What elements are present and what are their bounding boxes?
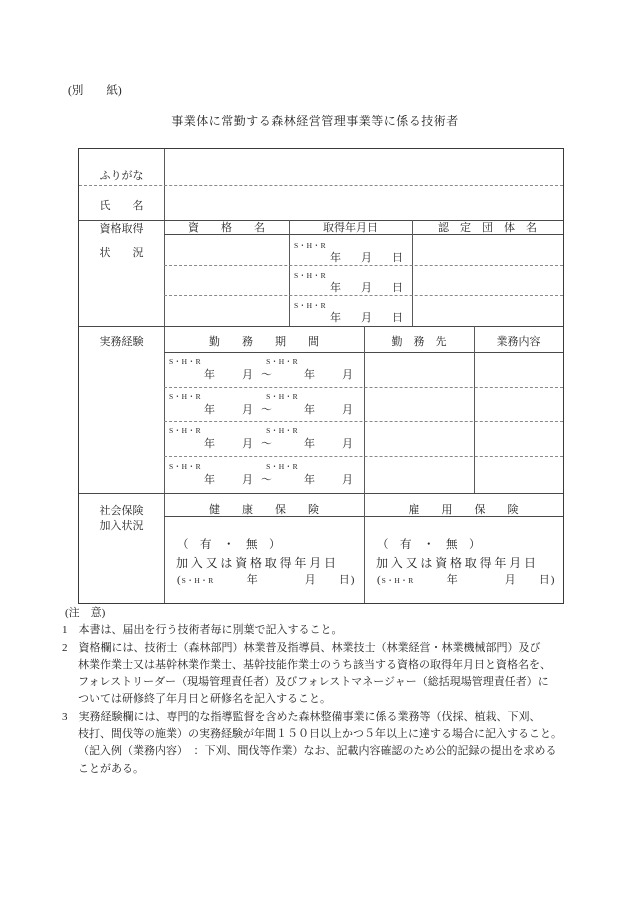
column-header-employment-insurance: 雇 用 保 険 [408,504,519,516]
month-label: 月 [304,574,316,586]
note-line: （記入例（業務内容） ：下刈、間伐等作業）なお、記載内容確認のため公的記録の提出を求める [78,745,557,758]
year-label: 年 [330,252,341,264]
month-label: 月 [242,438,253,450]
era-initials: S・H・R [266,426,299,435]
era-initials: S・H・R [266,392,299,401]
month-label: 月 [242,474,253,486]
day-label: 日 [392,282,403,294]
close-paren: ) [550,574,555,586]
open-paren: ( [177,574,181,586]
year-label: 年 [446,574,458,586]
year-label: 年 [204,404,215,416]
column-header-health-insurance: 健 康 保 険 [209,504,319,516]
year-label: 年 [330,312,341,324]
note-line: 枝打、間伐等の施業）の実務経験が年間１５０日以上かつ５年以上に達する場合に記入すること。 [78,728,562,741]
era-initials: S・H・R [294,301,327,310]
attachment-label: (別 紙) [68,85,122,97]
tilde-separator: ～ [261,474,272,486]
column-header-duties: 業務内容 [496,336,541,348]
section-divider-experience-insurance [79,493,563,494]
month-label: 月 [504,574,516,586]
day-label: 日 [392,252,403,264]
name-label: 氏 名 [99,200,144,212]
experience-row-divider-3 [164,456,563,457]
column-header-acquired-date: 取得年月日 [323,222,378,234]
era-initials: S・H・R [181,576,214,585]
experience-period-row [164,388,364,422]
qualification-status-label-line2: 状 況 [99,247,144,259]
qualification-date-row [289,296,412,326]
month-label: 月 [361,282,372,294]
era-initials: S・H・R [294,271,327,280]
era-initials: S・H・R [169,462,202,471]
notes-section [62,605,574,778]
year-label: 年 [304,438,315,450]
close-paren: ) [350,574,355,586]
year-label: 年 [246,574,258,586]
experience-period-row [164,422,364,456]
era-initials: S・H・R [294,241,327,250]
note-line: 林業作業士又は基幹林業作業士、基幹技能作業士のうち該当する資格の取得年月日と資格名を、 [78,658,551,671]
era-initials: S・H・R [169,357,202,366]
year-label: 年 [304,474,315,486]
year-label: 年 [204,369,215,381]
column-header-employer: 勤 務 先 [391,336,447,348]
experience-period-row [164,353,364,387]
era-initials: S・H・R [169,392,202,401]
page-title: 事業体に常勤する森林経営管理事業等に係る技術者 [171,114,459,128]
note-line: 1 本書は、届出を行う技術者毎に別葉で記入すること。 [62,624,343,637]
note-line: 2 資格欄には、技術士（森林部門）林業普及指導員、林業技士（林業経営・林業機械部門）及び [62,641,541,654]
note-line: ことがある。 [78,762,144,775]
tilde-separator: ～ [261,404,272,416]
year-label: 年 [204,438,215,450]
era-initials: S・H・R [381,576,414,585]
technician-form-table [78,148,564,604]
notes-heading: (注 意) [65,607,106,619]
month-label: 月 [342,438,353,450]
year-label: 年 [330,282,341,294]
social-insurance-label-line2: 加入状況 [99,520,144,532]
section-divider-qualification-experience [79,326,563,327]
tilde-separator: ～ [261,438,272,450]
column-header-qualification-name: 資 格 名 [188,222,265,234]
employment-insurance-date-label: 加入又は資格取得年月日 [376,556,539,570]
month-label: 月 [342,369,353,381]
tilde-separator: ～ [261,369,272,381]
experience-column-divider-2 [474,326,475,493]
year-label: 年 [204,474,215,486]
furigana-label: ふりがな [99,170,144,182]
qualification-date-row [289,266,412,296]
employment-insurance-availability: （ 有 ・ 無 ） [377,539,481,551]
month-label: 月 [342,404,353,416]
month-label: 月 [342,474,353,486]
era-initials: S・H・R [266,357,299,366]
day-label: 日 [392,312,403,324]
qualification-column-divider-2 [412,220,413,326]
experience-column-divider-1 [364,326,365,493]
month-label: 月 [242,404,253,416]
year-label: 年 [304,369,315,381]
open-paren: ( [377,574,381,586]
social-insurance-label-line1: 社会保険 [99,505,144,517]
column-header-certifying-body: 認 定 団 体 名 [438,222,537,234]
year-label: 年 [304,404,315,416]
experience-label: 実務経験 [99,336,144,348]
health-insurance-availability: （ 有 ・ 無 ） [177,539,281,551]
day-label: 日 [338,574,350,586]
column-header-work-period: 勤 務 期 間 [209,336,319,348]
employment-insurance-date-entry [377,573,554,588]
furigana-name-dashed-divider [79,185,563,186]
era-initials: S・H・R [266,462,299,471]
health-insurance-date-label: 加入又は資格取得年月日 [176,556,339,570]
era-initials: S・H・R [169,426,202,435]
note-line: ついては研修終了年月日と研修名を記入すること。 [78,693,331,706]
day-label: 日 [538,574,550,586]
note-line: フォレストリーダー（現場管理責任者）及びフォレストマネージャー（総括現場管理責任者）に [78,676,549,689]
qualification-status-label-line1: 資格取得 [99,223,144,235]
month-label: 月 [242,369,253,381]
qualification-date-row [289,236,412,266]
note-line: 3 実務経験欄には、専門的な指導監督を含めた森林整備事業に係る業務等（伐採、植栽、下刈、 [62,710,541,723]
experience-period-row [164,458,364,492]
health-insurance-date-entry [177,573,354,588]
month-label: 月 [361,312,372,324]
month-label: 月 [361,252,372,264]
